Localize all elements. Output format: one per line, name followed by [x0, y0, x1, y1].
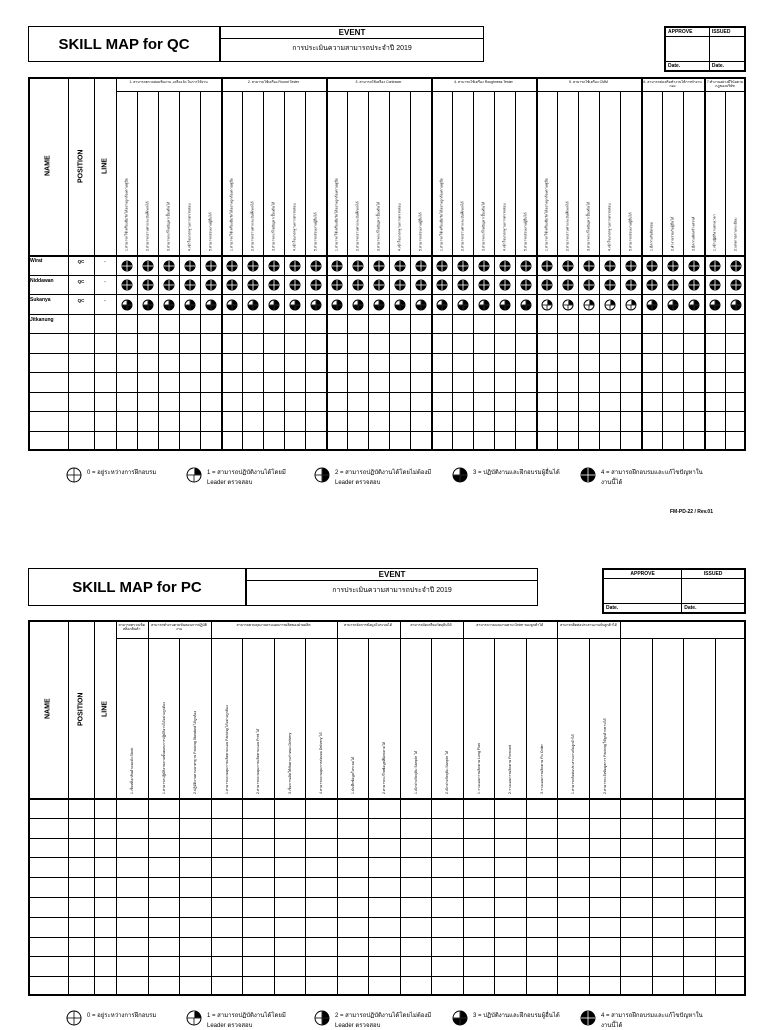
qc-skill-marker[interactable] — [331, 259, 343, 271]
qc-skill-marker[interactable] — [730, 298, 742, 310]
qc-row-line — [28, 314, 746, 315]
qc-criterion-label: 2.แต่งกายตามระเบียบ — [733, 217, 738, 251]
pc-criterion-label: 2.วางแผนการผลิตตาม Forecast — [507, 745, 512, 794]
qc-skill-marker[interactable] — [436, 298, 448, 310]
qc-skill-marker[interactable] — [478, 278, 490, 290]
legend-item-0 — [66, 467, 176, 485]
qc-skill-marker[interactable] — [667, 298, 679, 310]
qc-position-header: POSITION — [77, 149, 85, 183]
qc-skill-marker[interactable] — [625, 298, 637, 310]
qc-criterion-label: 3.สามารถแก้ไขปัญหาเบื้องต้นได้ — [166, 201, 171, 251]
qc-row-line — [28, 275, 746, 276]
qc-skill-marker[interactable] — [730, 259, 742, 271]
qc-skill-marker[interactable] — [520, 278, 532, 290]
qc-criterion-label: 4.เข้าใจมาตรฐานการตรวจสอบ — [397, 203, 402, 251]
qc-row-position: QC — [77, 298, 85, 303]
qc-skill-marker[interactable] — [289, 298, 301, 310]
legend-item-3 — [452, 467, 570, 485]
pc-row-line — [28, 956, 746, 957]
qc-skill-marker[interactable] — [184, 278, 196, 290]
qc-skill-marker[interactable] — [331, 298, 343, 310]
qc-skill-marker[interactable] — [730, 278, 742, 290]
pc-criterion-label: 1.สามารถติดต่อประสานงานกับลูกค้าได้ — [570, 734, 575, 794]
qc-criterion-label: 1.สามารถใช้เครื่องมือวัดได้อย่างถูกต้องตามคู่มือ — [124, 178, 129, 251]
qc-criterion-label: 1.มีความรับผิดชอบ — [649, 222, 654, 251]
qc-skill-marker[interactable] — [121, 259, 133, 271]
pc-criterion-label: 4.สามารถควบคุมการส่งมอบ Delivery ได้ — [318, 732, 323, 794]
qc-skill-marker[interactable] — [289, 278, 301, 290]
qc-skill-marker[interactable] — [352, 298, 364, 310]
qc-skill-marker[interactable] — [562, 298, 574, 310]
qc-group-header: 4. สามารถใช้เครื่อง Roughness Tester — [454, 80, 513, 84]
qc-date1[interactable]: Date. — [666, 62, 710, 71]
qc-skill-marker[interactable] — [541, 259, 553, 271]
qc-skill-marker[interactable] — [562, 259, 574, 271]
qc-criterion-label: 4.เข้าใจมาตรฐานการตรวจสอบ — [502, 203, 507, 251]
qc-skill-marker[interactable] — [667, 278, 679, 290]
pc-event-box — [246, 568, 538, 606]
qc-skill-marker[interactable] — [310, 298, 322, 310]
qc-skill-marker[interactable] — [562, 278, 574, 290]
qc-row-line — [28, 431, 746, 432]
legend-item-4 — [580, 467, 710, 487]
qc-skill-marker[interactable] — [688, 278, 700, 290]
pc-group-header: สามารถจัดเตรียมวัตถุดิบได้ — [410, 623, 452, 627]
qc-row-name: Niddawan — [30, 277, 54, 284]
qc-skill-marker[interactable] — [583, 278, 595, 290]
pc-header-line — [28, 798, 746, 800]
pc-row-line — [28, 857, 746, 858]
legend-text: 0 = อยู่ระหว่างการฝึกอบรม — [87, 470, 157, 476]
qc-skill-marker[interactable] — [205, 298, 217, 310]
qc-row-line — [28, 411, 746, 412]
qc-skill-marker[interactable] — [163, 278, 175, 290]
qc-skill-marker[interactable] — [478, 259, 490, 271]
qc-skill-marker[interactable] — [709, 259, 721, 271]
pc-criterion-label: 2.สามารถควบคุมการผลิตตามแผน Print ได้ — [255, 728, 260, 794]
legend-text: 1 = สามารถปฏิบัติงานได้โดยมี Leader ตรวจสอบ — [207, 1013, 286, 1029]
qc-skill-marker[interactable] — [541, 298, 553, 310]
qc-skill-marker[interactable] — [142, 259, 154, 271]
qc-skill-marker[interactable] — [457, 259, 469, 271]
pc-row-line — [28, 976, 746, 977]
level-1-icon — [186, 1010, 202, 1028]
qc-skill-marker[interactable] — [184, 259, 196, 271]
qc-criterion-label: 3.สามารถแก้ไขปัญหาเบื้องต้นได้ — [586, 201, 591, 251]
qc-skill-marker[interactable] — [373, 278, 385, 290]
qc-skill-marker[interactable] — [646, 259, 658, 271]
qc-skill-marker[interactable] — [457, 278, 469, 290]
legend-text: 2 = สามารถปฏิบัติงานได้โดยไม่ต้องมี Leader ตรวจสอบ — [335, 470, 432, 486]
qc-event-value: การประเมินความสามารถประจำปี 2019 — [292, 45, 412, 52]
qc-criterion-label: 2.สามารถอ่านค่าและบันทึกผลได้ — [145, 201, 150, 251]
qc-criterion-label: 3.สามารถแก้ไขปัญหาเบื้องต้นได้ — [481, 201, 486, 251]
pc-criterion-label: 3.เช็คการผลิตให้ทันตามกำหนด Delivery — [287, 732, 292, 794]
qc-criterion-label: 2.สามารถอ่านค่าและบันทึกผลได้ — [250, 201, 255, 251]
level-2-icon — [314, 467, 330, 485]
qc-skill-marker[interactable] — [583, 259, 595, 271]
qc-skill-marker[interactable] — [499, 298, 511, 310]
qc-group-header: 5. สามารถใช้เครื่อง CMM — [569, 80, 608, 84]
qc-skill-marker[interactable] — [226, 298, 238, 310]
qc-criterion-label: 1.สามารถใช้เครื่องมือวัดได้อย่างถูกต้องตามคู่มือ — [544, 178, 549, 251]
qc-skill-marker[interactable] — [394, 259, 406, 271]
legend-text: 4 = สามารถฝึกอบรมและแก้ไขปัญหาในงานนี้ได้ — [601, 1013, 703, 1029]
pc-criterion-label: 1.วางแผนการผลิตตาม Long Plan — [476, 743, 481, 794]
qc-group-header: 2. สามารถใช้เครื่อง Round Tester — [247, 80, 300, 84]
qc-skill-marker[interactable] — [268, 278, 280, 290]
qc-skill-marker[interactable] — [541, 278, 553, 290]
qc-row-line — [28, 333, 746, 334]
pc-approve-sign[interactable] — [604, 579, 682, 604]
qc-skill-marker[interactable] — [478, 298, 490, 310]
pc-event-value: การประเมินความสามารถประจำปี 2019 — [332, 587, 452, 594]
qc-skill-marker[interactable] — [373, 298, 385, 310]
pc-row-line — [28, 838, 746, 839]
legend-text: 1 = สามารถปฏิบัติงานได้โดยมี Leader ตรวจสอบ — [207, 470, 286, 486]
qc-title: SKILL MAP for QC — [28, 26, 220, 62]
level-0-icon — [66, 1010, 82, 1028]
qc-skill-marker[interactable] — [604, 259, 616, 271]
pc-approve-label: APPROVE — [604, 570, 682, 579]
qc-row-line: - — [104, 278, 106, 284]
legend-text: 0 = อยู่ระหว่างการฝึกอบรม — [87, 1013, 157, 1019]
qc-row-line — [28, 353, 746, 354]
level-4-icon — [580, 467, 596, 485]
qc-skill-marker[interactable] — [688, 298, 700, 310]
qc-skill-marker[interactable] — [394, 298, 406, 310]
qc-group-header: 6. สามารถส่งเสริมทำงานให้การทำงานกอง — [643, 80, 702, 88]
pc-date1[interactable]: Date. — [604, 604, 682, 613]
qc-skill-marker[interactable] — [604, 298, 616, 310]
qc-group-header: 7.ทำงานอย่างมีวินัยตามกฎของบริษัท — [706, 80, 744, 88]
qc-skill-marker[interactable] — [625, 278, 637, 290]
pc-criterion-label: 1.เช็คสต็อกสินค้าคงคลัง Stock — [129, 747, 134, 794]
pc-criterion-label: 1.สามารถควบคุมการผลิตตามแผน Packing ได้อย่างถูกต้อง — [224, 705, 229, 794]
qc-approve-sign[interactable] — [666, 37, 710, 62]
qc-criterion-label: 3.สามารถแก้ไขปัญหาเบื้องต้นได้ — [376, 201, 381, 251]
level-2-icon — [314, 1010, 330, 1028]
qc-issued-label: ISSUED — [709, 28, 744, 37]
qc-header-line — [28, 255, 746, 257]
legend-text: 2 = สามารถปฏิบัติงานได้โดยไม่ต้องมี Leader ตรวจสอบ — [335, 1013, 432, 1029]
pc-line-header: LINE — [101, 701, 109, 717]
pc-group-header: สามารถทำงานตามขั้นตอนการปฏิบัติงาน — [151, 623, 207, 631]
qc-skill-marker[interactable] — [310, 259, 322, 271]
qc-skill-marker[interactable] — [142, 298, 154, 310]
pc-row-line — [28, 937, 746, 938]
pc-group-header — [621, 623, 745, 637]
qc-row-line — [28, 392, 746, 393]
qc-criterion-label: 1.เข้าปฏิบัติงานตรงเวลา — [712, 214, 717, 251]
qc-skill-table — [28, 77, 746, 451]
legend-item-2 — [314, 1010, 439, 1030]
qc-skill-marker[interactable] — [142, 278, 154, 290]
qc-skill-marker[interactable] — [268, 298, 280, 310]
qc-skill-marker[interactable] — [436, 259, 448, 271]
qc-skill-marker[interactable] — [394, 278, 406, 290]
pc-criterion-label: 3.วางแผนการผลิตตาม Fix Order — [539, 744, 544, 794]
qc-skill-marker[interactable] — [436, 278, 448, 290]
qc-criterion-label: 4.เข้าใจมาตรฐานการตรวจสอบ — [607, 203, 612, 251]
pc-criterion-label: 2.สามารถแก้ไขข้อมูลที่ผิดพลาดได้ — [381, 741, 386, 794]
qc-row-line — [28, 372, 746, 373]
legend-item-3 — [452, 1010, 570, 1028]
pc-row-line — [28, 877, 746, 878]
qc-skill-marker[interactable] — [289, 259, 301, 271]
qc-criterion-label: 1.สามารถใช้เครื่องมือวัดได้อย่างถูกต้องตามคู่มือ — [334, 178, 339, 251]
qc-skill-marker[interactable] — [247, 278, 259, 290]
qc-criterion-label: 4.เข้าใจมาตรฐานการตรวจสอบ — [187, 203, 192, 251]
pc-issued-label: ISSUED — [682, 570, 745, 579]
level-3-icon — [452, 1010, 468, 1028]
pc-group-header: สามารถจัดการข้อมูลในระบบได้ — [344, 623, 392, 627]
qc-skill-marker[interactable] — [226, 259, 238, 271]
qc-skill-marker[interactable] — [268, 259, 280, 271]
qc-criterion-label: 2.สามารถอ่านค่าและบันทึกผลได้ — [565, 201, 570, 251]
qc-skill-marker[interactable] — [121, 298, 133, 310]
legend-item-0 — [66, 1010, 176, 1028]
pc-row-line — [28, 897, 746, 898]
pc-criterion-label: 1.บันทึกข้อมูลในระบบได้ — [350, 756, 355, 794]
qc-criterion-label: 5.สามารถสอนงานผู้อื่นได้ — [628, 212, 633, 251]
qc-skill-marker[interactable] — [604, 278, 616, 290]
qc-criterion-label: 3.มีความคิดสร้างสรรค์ — [691, 216, 696, 251]
level-0-icon — [66, 467, 82, 485]
pc-row-line — [28, 917, 746, 918]
pc-name-header: NAME — [44, 698, 52, 720]
qc-row-line: - — [104, 298, 106, 303]
qc-approval-box — [664, 26, 746, 72]
qc-row-line — [28, 294, 746, 295]
qc-row-name: Wirat — [30, 258, 43, 264]
qc-row-name: Jitkanung — [30, 316, 54, 323]
pc-title: SKILL MAP for PC — [28, 568, 246, 606]
legend-text: 3 = ปฏิบัติงานและฝึกอบรมผู้อื่นได้ — [473, 470, 560, 476]
qc-skill-marker[interactable] — [520, 298, 532, 310]
qc-criterion-label: 2.สามารถอ่านค่าและบันทึกผลได้ — [355, 201, 360, 251]
qc-criterion-label: 3.สามารถแก้ไขปัญหาเบื้องต้นได้ — [271, 201, 276, 251]
pc-approval-box — [602, 568, 746, 614]
qc-skill-marker[interactable] — [163, 298, 175, 310]
pc-row-line — [28, 818, 746, 819]
qc-skill-marker[interactable] — [373, 259, 385, 271]
qc-line-header: LINE — [101, 158, 109, 174]
pc-date2[interactable]: Date. — [682, 604, 745, 613]
pc-criterion-label: 2.ปฏิบัติงานตามมาตรฐาน Packing Standard ได้ถูกต้อง — [192, 710, 197, 794]
qc-criterion-label: 1.สามารถใช้เครื่องมือวัดได้อย่างถูกต้องตามคู่มือ — [229, 178, 234, 251]
qc-skill-marker[interactable] — [121, 278, 133, 290]
qc-skill-marker[interactable] — [646, 278, 658, 290]
qc-skill-marker[interactable] — [415, 298, 427, 310]
qc-skill-marker[interactable] — [184, 298, 196, 310]
pc-criterion-label: 1.เบิกจ่ายวัตถุดิบ Sample ได้ — [413, 750, 418, 794]
qc-skill-marker[interactable] — [646, 298, 658, 310]
legend-item-2 — [314, 467, 439, 487]
level-3-icon — [452, 467, 468, 485]
qc-skill-marker[interactable] — [352, 278, 364, 290]
qc-approve-label: APPROVE — [666, 28, 710, 37]
qc-skill-marker[interactable] — [457, 298, 469, 310]
qc-skill-marker[interactable] — [499, 259, 511, 271]
qc-skill-marker[interactable] — [331, 278, 343, 290]
qc-row-position: QC — [77, 278, 85, 284]
qc-skill-marker[interactable] — [625, 259, 637, 271]
qc-skill-marker[interactable] — [226, 278, 238, 290]
qc-group-header: 3. สามารถใช้เครื่อง Contracer — [355, 80, 402, 84]
pc-group-header: สามารถวางแผนงานตาม Order ของลูกค้าได้ — [476, 623, 544, 627]
pc-position-header: POSITION — [77, 692, 85, 726]
qc-criterion-label: 1.สามารถใช้เครื่องมือวัดได้อย่างถูกต้องตามคู่มือ — [439, 178, 444, 251]
qc-row-position: QC — [77, 259, 85, 264]
qc-skill-marker[interactable] — [205, 278, 217, 290]
qc-event-label: EVENT — [221, 27, 483, 39]
pc-criterion-label: 2.สามารถแจ้งข้อมูลการ Packing ให้ลูกค้าทราบได้ — [602, 718, 607, 794]
legend-text: 3 = ปฏิบัติงานและฝึกอบรมผู้อื่นได้ — [473, 1013, 560, 1019]
qc-skill-marker[interactable] — [709, 298, 721, 310]
qc-skill-marker[interactable] — [352, 259, 364, 271]
legend-text: 4 = สามารถฝึกอบรมและแก้ไขปัญหาในงานนี้ได้ — [601, 470, 703, 486]
qc-row-name: Sukanya — [30, 297, 51, 303]
pc-issued-sign[interactable] — [682, 579, 745, 604]
qc-skill-marker[interactable] — [583, 298, 595, 310]
qc-criterion-label: 5.สามารถสอนงานผู้อื่นได้ — [523, 212, 528, 251]
qc-skill-marker[interactable] — [415, 259, 427, 271]
qc-skill-marker[interactable] — [247, 298, 259, 310]
level-1-icon — [186, 467, 202, 485]
qc-criterion-label: 5.สามารถสอนงานผู้อื่นได้ — [418, 212, 423, 251]
qc-skill-marker[interactable] — [520, 259, 532, 271]
qc-skill-marker[interactable] — [709, 278, 721, 290]
qc-group-header: 1. สามารถตรวจสอบชิ้นงาน ,เครื่องวัด ในการใช้งาน — [129, 80, 208, 84]
qc-date2[interactable]: Date. — [709, 62, 744, 71]
qc-issued-sign[interactable] — [709, 37, 744, 62]
pc-group-header: สามารถควบคุมงานตามแผนการผลิตของฝ่ายผลิต — [236, 623, 311, 627]
pc-skill-table — [28, 620, 746, 996]
qc-event-box — [220, 26, 484, 62]
legend-item-1 — [186, 1010, 304, 1030]
level-4-icon — [580, 1010, 596, 1028]
qc-skill-marker[interactable] — [415, 278, 427, 290]
qc-skill-marker[interactable] — [247, 259, 259, 271]
pc-group-header: สามารถติดต่อประสานงานกับลูกค้าได้ — [560, 623, 617, 627]
qc-criterion-label: 2.ทำงานร่วมกับผู้อื่นได้ — [670, 216, 675, 251]
qc-criterion-label: 5.สามารถสอนงานผู้อื่นได้ — [313, 212, 318, 251]
qc-name-header: NAME — [44, 155, 52, 177]
qc-skill-marker[interactable] — [499, 278, 511, 290]
pc-event-label: EVENT — [247, 569, 537, 581]
legend-item-4 — [580, 1010, 710, 1030]
qc-skill-marker[interactable] — [667, 259, 679, 271]
pc-group-header: สามารถตรวจเช็คสต็อกสินค้า — [118, 623, 145, 631]
qc-skill-marker[interactable] — [688, 259, 700, 271]
qc-criterion-label: 5.สามารถสอนงานผู้อื่นได้ — [208, 212, 213, 251]
qc-skill-marker[interactable] — [310, 278, 322, 290]
pc-criterion-label: 2.เบิกจ่ายวัตถุดิบ Sample ได้ — [444, 750, 449, 794]
pc-criterion-label: 1.สามารถปฏิบัติงานตามขั้นตอนการปฏิบัติงานได้อย่างถูกต้อง — [161, 702, 166, 794]
qc-skill-marker[interactable] — [205, 259, 217, 271]
qc-criterion-label: 4.เข้าใจมาตรฐานการตรวจสอบ — [292, 203, 297, 251]
legend-item-1 — [186, 467, 304, 487]
qc-form-number: FM-PD-22 / Rev.01 — [670, 509, 713, 515]
qc-criterion-label: 2.สามารถอ่านค่าและบันทึกผลได้ — [460, 201, 465, 251]
qc-row-line: - — [104, 259, 106, 264]
qc-skill-marker[interactable] — [163, 259, 175, 271]
